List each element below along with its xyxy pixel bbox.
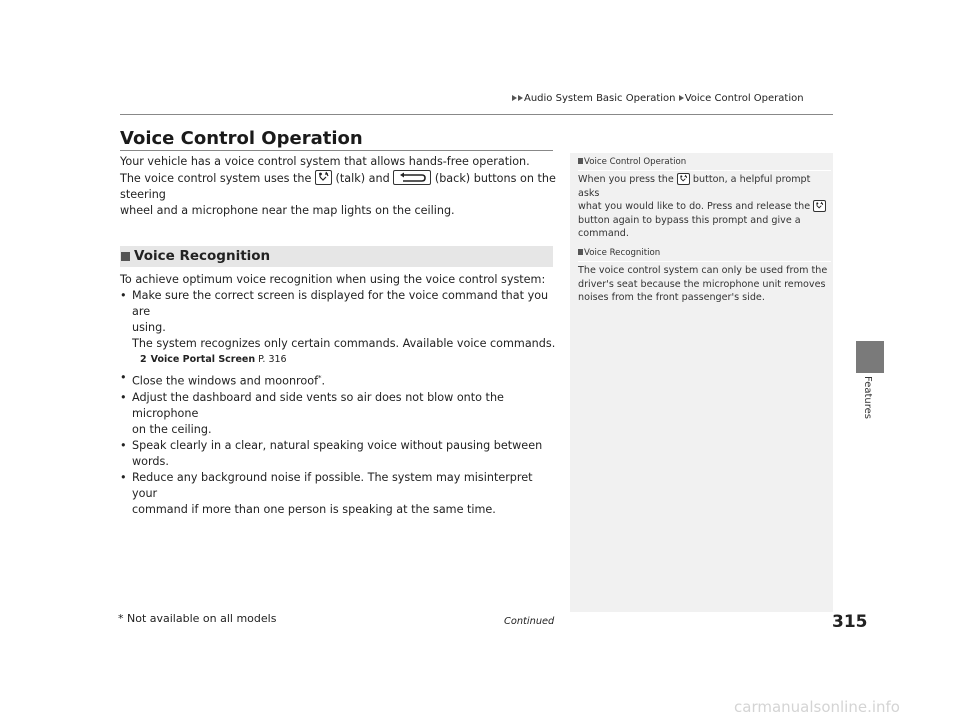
note-marker-icon bbox=[578, 249, 583, 255]
continued-label: Continued bbox=[504, 616, 555, 627]
section-heading-voice-recognition bbox=[120, 246, 553, 267]
list-item: • Adjust the dashboard and side vents so air does not blow onto the microphone on the ceiling. bbox=[120, 390, 560, 438]
breadcrumb-parent: Audio System Basic Operation bbox=[524, 93, 676, 104]
lead-text: To achieve optimum voice recognition when using the voice control system: bbox=[120, 273, 546, 286]
title-rule bbox=[120, 150, 553, 151]
back-button-icon bbox=[393, 170, 431, 185]
list-item: • Make sure the correct screen is displayed for the voice command that you are using. The system recognizes only certain commands. Available voice commands. bbox=[120, 288, 560, 352]
section-heading-text: Voice Recognition bbox=[134, 248, 271, 264]
watermark: carmanualsonline.info bbox=[734, 698, 900, 716]
sidebar-notes bbox=[570, 153, 833, 612]
note-title: Voice Control Operation bbox=[578, 157, 686, 167]
talk-button-icon bbox=[813, 200, 826, 212]
section-tab bbox=[856, 341, 884, 373]
intro-paragraph: Your vehicle has a voice control system that allows hands-free operation. The voice control system uses the (talk) and (back) buttons on the steering wheel and a microphone near the map lights on the ceiling. bbox=[120, 155, 556, 217]
note-title: Voice Recognition bbox=[578, 248, 660, 258]
footnote: * Not available on all models bbox=[118, 612, 277, 625]
breadcrumb-current: Voice Control Operation bbox=[684, 93, 804, 104]
breadcrumb-arrow-icon bbox=[512, 95, 517, 101]
breadcrumb-arrow-icon bbox=[679, 95, 684, 101]
breadcrumb bbox=[512, 93, 804, 104]
page-title: Voice Control Operation bbox=[120, 128, 363, 149]
list-item: • Speak clearly in a clear, natural speaking voice without pausing between words. bbox=[120, 438, 560, 470]
cross-reference-link[interactable]: 2 Voice Portal Screen P. 316 bbox=[140, 354, 287, 365]
voice-recognition-content bbox=[120, 272, 560, 518]
note-text: When you press the button, a helpful prompt asks what you would like to do. Press and release the button again to bypass this prompt and give a command. bbox=[578, 173, 828, 241]
note-marker-icon bbox=[578, 158, 583, 164]
note-rule bbox=[578, 170, 831, 171]
talk-button-icon bbox=[677, 173, 690, 185]
reference-arrow-icon: 2 bbox=[140, 354, 147, 365]
note-rule bbox=[578, 261, 831, 262]
section-square-icon bbox=[121, 252, 130, 261]
header-rule bbox=[120, 114, 833, 115]
side-tab-label: Features bbox=[862, 376, 873, 419]
list-item: • Close the windows and moonroof*. bbox=[120, 370, 560, 390]
list-item: • Reduce any background noise if possible. The system may misinterpret your command if more than one person is speaking at the same time. bbox=[120, 470, 560, 518]
page-number: 315 bbox=[832, 612, 868, 632]
talk-button-icon bbox=[315, 170, 332, 185]
note-text: The voice control system can only be used from the driver's seat because the microphone unit removes noises from the front passenger's side. bbox=[578, 265, 828, 304]
breadcrumb-arrow-icon bbox=[518, 95, 523, 101]
